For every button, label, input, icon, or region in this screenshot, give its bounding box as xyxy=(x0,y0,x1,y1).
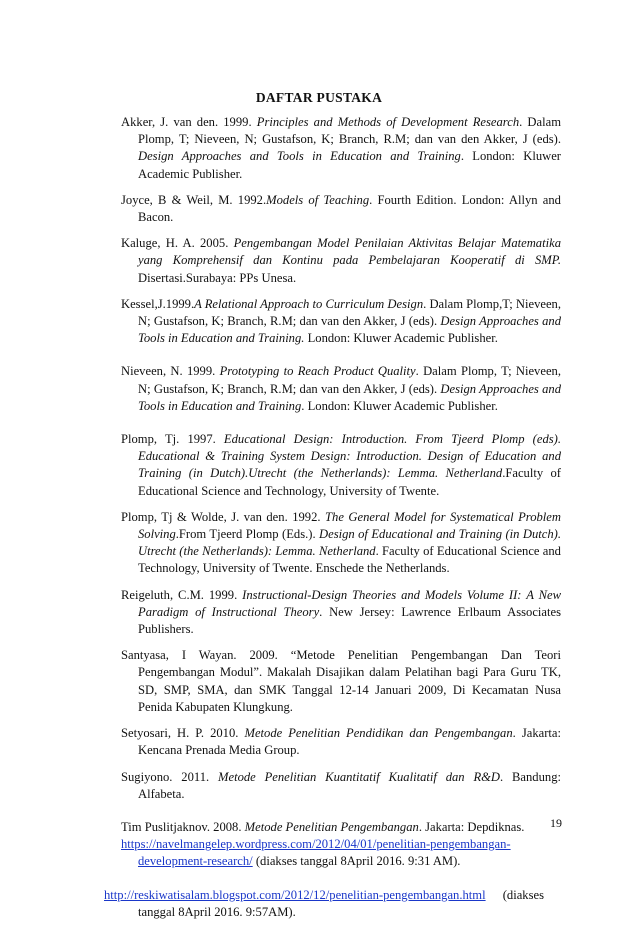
ref-text: Reigeluth, C.M. 1999. xyxy=(121,587,243,602)
ref-title: Pengembangan Model Penilaian Aktivitas Belajar Matematika yang Komprehensif dan Kontinu pada Pembelajaran Kooperatif di SMP. xyxy=(138,236,561,268)
reference-akker xyxy=(121,114,561,183)
reference-sugiyono xyxy=(121,769,561,803)
ref-text: Nieveen, N. 1999. xyxy=(121,364,220,379)
ref-text: Disertasi.Surabaya: PPs Unesa. xyxy=(138,270,297,285)
ref-text: . Faculty of Educational Science and Technology, University of Twente. Enschede the Netherlands. xyxy=(138,544,561,576)
ref-book-title: Design of Educational and Training (in Dutch). Utrecht (the Netherlands): Lemma. Netherland xyxy=(138,527,562,559)
ref-text: .From Tjeerd Plomp (Eds.). xyxy=(175,527,320,542)
ref-book-title: Design Approaches and Tools in Education and Training. xyxy=(138,314,561,346)
ref-text: .Faculty of Educational Science and Technology, University of Twente. xyxy=(138,466,561,498)
ref-text: . Bandung: Alfabeta. xyxy=(138,769,561,801)
reference-web-reskiwatisalam xyxy=(104,887,561,921)
ref-title: Metode Penelitian Kuantitatif Kualitatif dan R&D xyxy=(217,769,501,784)
ref-text: . Jakarta: Kencana Prenada Media Group. xyxy=(138,726,561,758)
ref-title: Principles and Methods of Development Research xyxy=(256,115,520,129)
reference-web-navelmangelep xyxy=(121,836,561,870)
ref-text: tanggal 8April 2016. 9:57AM). xyxy=(138,904,296,919)
reference-santyasa xyxy=(121,647,561,716)
ref-title: Models of Teaching xyxy=(266,192,370,207)
page-title: DAFTAR PUSTAKA xyxy=(255,90,383,105)
ref-text: (diakses xyxy=(502,887,544,902)
ref-title: Metode Penelitian Pengembangan xyxy=(244,819,419,834)
ref-text: London: Kluwer Academic Publisher. xyxy=(304,331,498,346)
reference-setyosari xyxy=(121,725,561,759)
ref-text: . Dalam Plomp, T; Nieveen, N; Gustafson, K; Branch, R.M; dan van den Akker, J (eds). xyxy=(138,115,561,147)
ref-title: Metode Penelitian Pendidikan dan Pengembangan xyxy=(244,726,513,741)
ref-book-title: Design Approaches and Tools in Education and Training xyxy=(138,381,561,413)
ref-title: Educational Design: Introduction. From Tjeerd Plomp (eds). Educational & Training System Design: Introduction. Design of Education and Training (in Dutch).Utrecht (the Netherlands): Lemma. Netherland xyxy=(138,432,561,481)
ref-text: Kaluge, H. A. 2005. xyxy=(121,236,234,251)
ref-text: (diakses tanggal 8April 2016. 9:31 AM). xyxy=(252,854,461,869)
ref-text: . Fourth Edition. London: Allyn and Bacon. xyxy=(138,192,561,225)
ref-text: Kessel,J.1999. xyxy=(121,296,195,311)
ref-text: Joyce, B & Weil, M. 1992. xyxy=(121,192,267,207)
ref-text: Tim Puslitjaknov. 2008. xyxy=(121,819,245,834)
ref-text: Santyasa, I Wayan. 2009. “Metode Penelitian Pengembangan Dan Teori Pengembangan Modul”. Makalah Disajikan dalam Pelatihan bagi Para Guru TK, SD, SMP, SMA, dan SMK Tanggal 12-14 Januari 2009, Di Kecamatan Nusa Penida Kabupaten Klungkung. xyxy=(121,648,561,714)
ref-title: Prototyping to Reach Product Quality xyxy=(219,364,416,379)
ref-text: Sugiyono. 2011. xyxy=(121,769,218,784)
reference-kessel xyxy=(121,296,561,348)
ref-text: Akker, J. van den. 1999. xyxy=(121,115,257,129)
ref-text: Plomp, Tj. 1997. xyxy=(121,432,224,447)
page-number: 19 xyxy=(550,816,562,830)
ref-text: Plomp, Tj & Wolde, J. van den. 1992. xyxy=(121,509,326,524)
ref-text: . London: Kluwer Academic Publisher. xyxy=(301,398,498,413)
ref-text: . Jakarta: Depdiknas. xyxy=(418,819,525,834)
reference-plomp-1992 xyxy=(121,509,561,578)
ref-text: Setyosari, H. P. 2010. xyxy=(121,726,245,741)
reference-tim-puslitjaknov xyxy=(121,819,561,836)
reference-url-link[interactable]: https://navelmangelep.wordpress.com/2012/04/01/penelitian-pengembangan-development-research/ xyxy=(121,837,511,869)
ref-text: . New Jersey: Lawrence Erlbaum Associates Publishers. xyxy=(138,604,561,637)
reference-nieveen xyxy=(121,363,561,415)
ref-book-title: Design Approaches and Tools in Education and Training xyxy=(138,149,461,164)
ref-text: . Dalam Plomp,T; Nieveen, N; Gustafson, K; Branch, R.M; dan van den Akker, J (eds). xyxy=(138,296,561,329)
ref-text: . London: Kluwer Academic Publisher. xyxy=(138,149,562,181)
ref-title: A Relational Approach to Curriculum Design xyxy=(194,296,424,311)
reference-reigeluth xyxy=(121,587,561,639)
ref-title: Instructional-Design Theories and Models Volume II: A New Paradigm of Instructional Theory xyxy=(138,587,561,619)
reference-url-link[interactable]: http://reskiwatisalam.blogspot.com/2012/12/penelitian-pengembangan.html xyxy=(104,887,486,902)
reference-plomp-1997 xyxy=(121,431,561,500)
ref-title: The General Model for Systematical Problem Solving xyxy=(138,509,561,542)
reference-list xyxy=(104,114,562,930)
ref-text: . Dalam Plomp, T; Nieveen, N; Gustafson, K; Branch, R.M; dan van den Akker, J (eds). xyxy=(138,364,561,396)
reference-kaluge xyxy=(121,235,561,287)
reference-joyce xyxy=(121,192,561,226)
